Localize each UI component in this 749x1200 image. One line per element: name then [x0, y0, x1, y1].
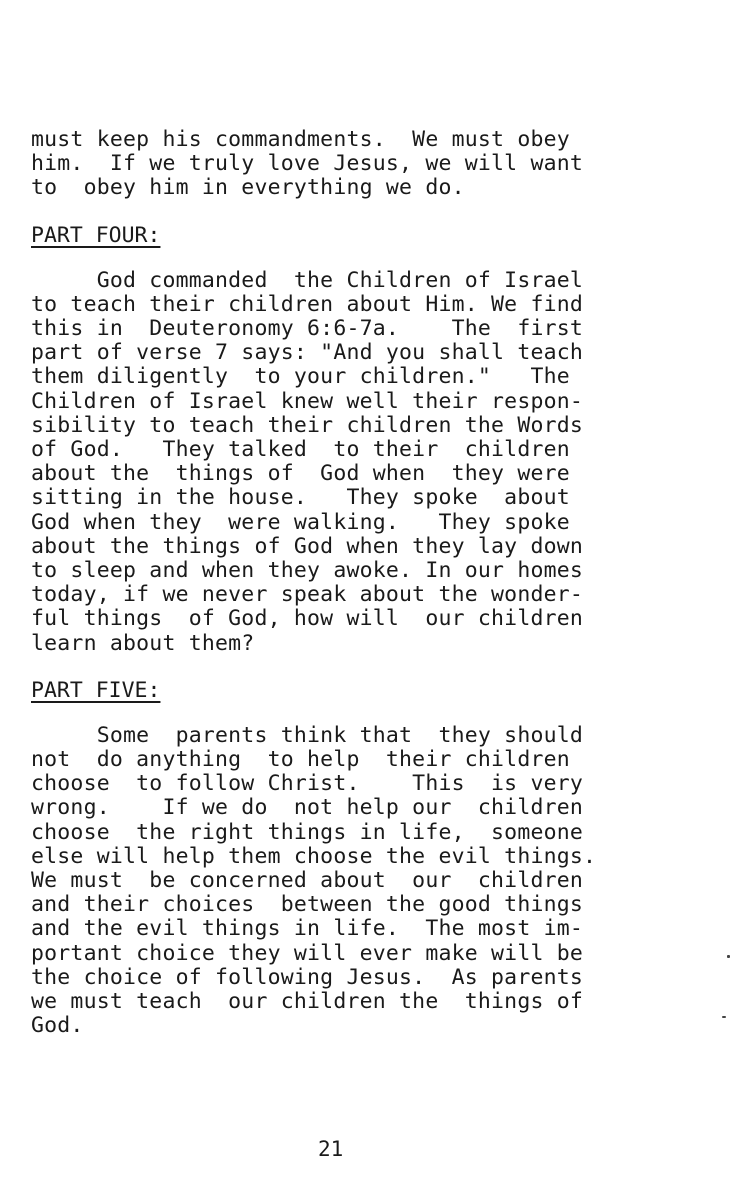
text-line: to obey him in everything we do.: [31, 175, 465, 201]
part-five-paragraph: [31, 724, 641, 1039]
text-line: sibility to teach their children the Words: [31, 412, 584, 438]
text-line: today, if we never speak about the wonder-: [31, 582, 584, 608]
text-line: the choice of following Jesus. As parents: [31, 964, 584, 990]
part-four-heading: PART FOUR:: [31, 222, 161, 248]
text-line: We must be concerned about our children: [31, 868, 584, 894]
text-line: Children of Israel knew well their respon-: [31, 388, 584, 414]
page-body: [31, 128, 641, 1039]
text-line: portant choice they will ever make will be: [31, 940, 584, 966]
text-line: sitting in the house. They spoke about: [31, 485, 570, 511]
part-four-paragraph: [31, 269, 641, 656]
text-line: to teach their children about Him. We find: [31, 291, 584, 317]
text-line: part of verse 7 says: "And you shall teach: [31, 340, 584, 366]
text-line: of God. They talked to their children: [31, 437, 570, 463]
text-line: God commanded the Children of Israel: [31, 267, 584, 293]
text-line: God when they were walking. They spoke: [31, 509, 570, 535]
text-line: must keep his commandments. We must obey: [31, 127, 570, 152]
text-line: ful things of God, how will our children: [31, 606, 584, 632]
text-line: about the things of God when they were: [31, 461, 570, 487]
text-line: this in Deuteronomy 6:6-7a. The first: [31, 316, 584, 342]
text-line: we must teach our children the things of: [31, 989, 584, 1015]
text-line: not do anything to help their children: [31, 747, 570, 773]
text-line: him. If we truly love Jesus, we will want: [31, 151, 584, 177]
scan-speck: [727, 955, 730, 958]
page-number: 21: [318, 1137, 344, 1161]
text-line: choose to follow Christ. This is very: [31, 771, 584, 797]
text-line: choose the right things in life, someone: [31, 819, 584, 845]
text-line: and the evil things in life. The most im-: [31, 916, 584, 942]
part-five-heading: PART FIVE:: [31, 677, 161, 703]
scan-speck: [722, 1016, 726, 1018]
intro-paragraph: [31, 128, 641, 201]
text-line: to sleep and when they awoke. In our homes: [31, 558, 584, 584]
text-line: them diligently to your children." The: [31, 364, 570, 390]
text-line: else will help them choose the evil things.: [31, 843, 597, 869]
text-line: and their choices between the good things: [31, 892, 584, 918]
text-line: God.: [31, 1013, 84, 1039]
text-line: wrong. If we do not help our children: [31, 795, 584, 821]
text-line: about the things of God when they lay down: [31, 533, 584, 559]
text-line: learn about them?: [31, 630, 255, 656]
text-line: Some parents think that they should: [31, 722, 584, 748]
